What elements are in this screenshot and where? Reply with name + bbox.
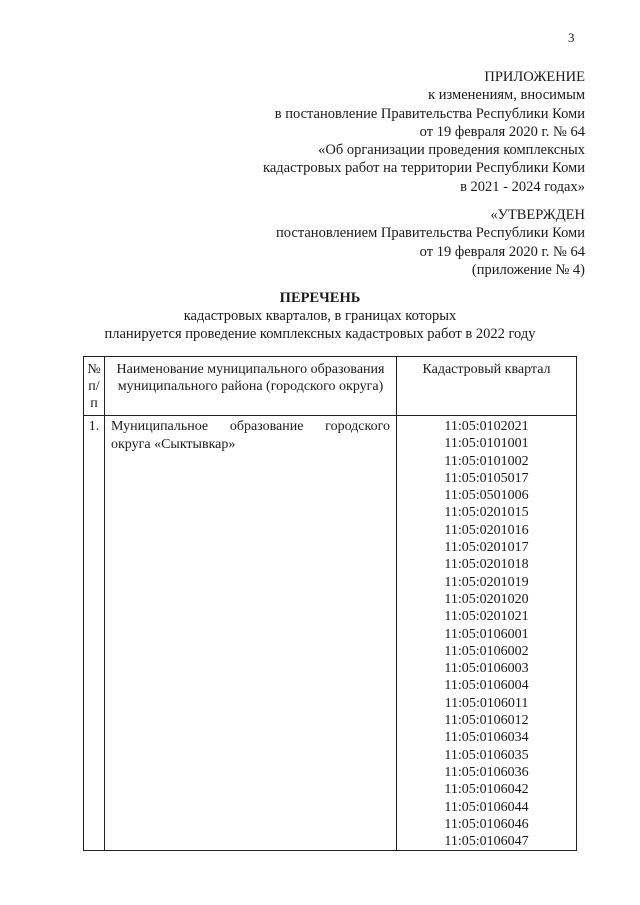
- cadastral-quarter: 11:05:0102021: [444, 419, 529, 434]
- cadastral-quarter: 11:05:0106002: [444, 643, 529, 659]
- table-header-row: [84, 357, 577, 416]
- cadastral-quarter: 11:05:0201016: [444, 522, 529, 538]
- cadastral-quarter: 11:05:0106046: [444, 816, 529, 832]
- cadastral-quarter: 11:05:0106035: [444, 747, 529, 763]
- cadastral-quarter: 11:05:0106034: [444, 730, 529, 746]
- cadastral-quarter: 11:05:0201018: [444, 557, 529, 573]
- header-municipality: Наименование муниципального образования муниципального района (городского округа): [105, 357, 397, 416]
- appendix-title: ПРИЛОЖЕНИЕ: [484, 69, 585, 85]
- row-quarters: [397, 416, 577, 851]
- list-heading: ПЕРЕЧЕНЬ: [279, 290, 361, 306]
- row-num: 1.: [84, 416, 105, 851]
- header-quarter: Кадастровый квартал: [397, 357, 577, 416]
- table-row: [84, 416, 577, 851]
- approved-line: постановлением Правительства Республики Коми: [276, 225, 585, 242]
- approved-line: от 19 февраля 2020 г. № 64: [419, 243, 585, 260]
- list-title-block: [0, 289, 640, 343]
- cadastral-quarter: 11:05:0201017: [444, 540, 529, 556]
- approved-line: (приложение № 4): [471, 261, 585, 278]
- cadastral-quarter: 11:05:0201015: [444, 505, 529, 521]
- cadastral-quarter: 11:05:0201021: [444, 609, 529, 625]
- cadastral-quarter: 11:05:0101001: [444, 436, 529, 452]
- cadastral-quarter: 11:05:0106044: [444, 799, 529, 815]
- row-municipality: Муниципальное образование городского округа «Сыктывкар»: [105, 416, 397, 851]
- cadastral-quarter: 11:05:0106036: [444, 764, 529, 780]
- cadastral-quarter: 11:05:0201020: [444, 591, 529, 607]
- cadastral-quarter: 11:05:0106042: [444, 782, 529, 798]
- cadastral-quarters-table: [83, 356, 577, 851]
- cadastral-quarter: 11:05:0106011: [444, 695, 529, 711]
- appendix-line: от 19 февраля 2020 г. № 64: [419, 123, 585, 140]
- cadastral-quarter: 11:05:0101002: [444, 453, 529, 469]
- header-num: № п/п: [84, 357, 105, 416]
- cadastral-quarter: 11:05:0106004: [444, 678, 529, 694]
- appendix-block: [263, 68, 585, 196]
- approved-block: [276, 206, 585, 279]
- appendix-line: кадастровых работ на территории Республики Коми: [263, 160, 585, 177]
- cadastral-quarter: 11:05:0106047: [444, 834, 529, 850]
- list-subtitle-line: планируется проведение комплексных кадастровых работ в 2022 году: [104, 326, 536, 342]
- appendix-line: «Об организации проведения комплексных: [318, 142, 585, 159]
- appendix-line: к изменениям, вносимым: [428, 87, 585, 104]
- cadastral-quarter: 11:05:0106003: [444, 661, 529, 677]
- cadastral-quarter: 11:05:0201019: [444, 574, 529, 590]
- cadastral-quarter: 11:05:0106001: [444, 626, 529, 642]
- approved-title: «УТВЕРЖДЕН: [490, 207, 585, 223]
- cadastral-quarter: 11:05:0501006: [444, 488, 529, 504]
- cadastral-quarter: 11:05:0106012: [444, 713, 529, 729]
- list-subtitle-line: кадастровых кварталов, в границах которых: [183, 308, 457, 324]
- appendix-line: в 2021 - 2024 годах»: [460, 178, 585, 195]
- page-number: 3: [568, 30, 575, 45]
- cadastral-quarter: 11:05:0105017: [444, 470, 529, 486]
- appendix-line: в постановление Правительства Республики Коми: [274, 105, 585, 122]
